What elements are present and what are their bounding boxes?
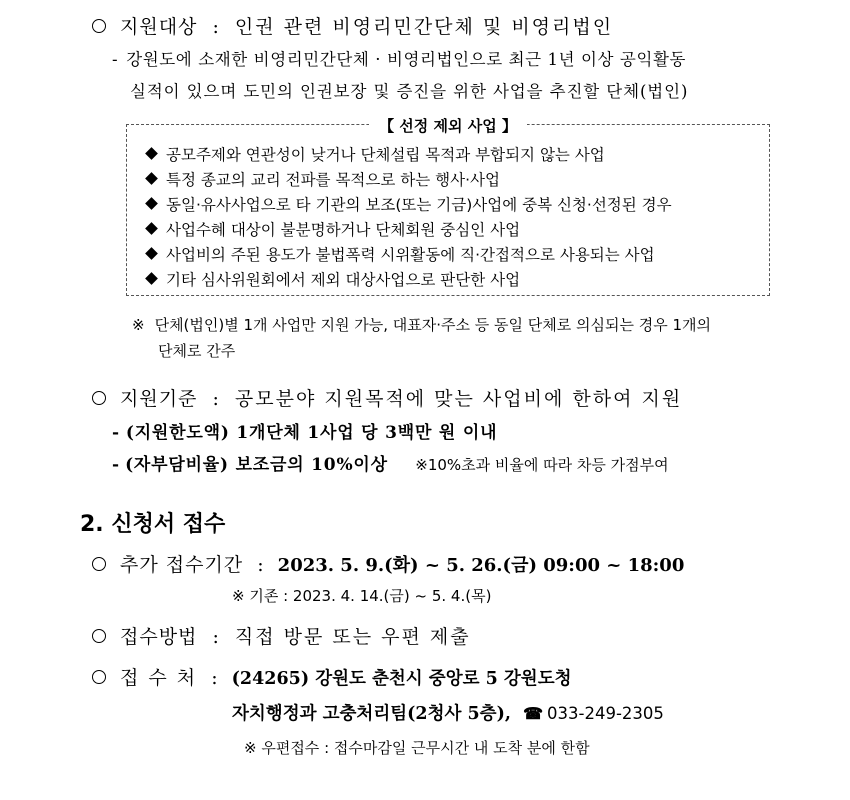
section-heading: 2. 신청서 접수: [80, 512, 226, 537]
method-colon: :: [212, 626, 220, 648]
phone-icon: ☎: [523, 704, 543, 723]
diamond-bullet-icon: [145, 222, 158, 235]
place-colon: :: [211, 667, 218, 689]
circle-bullet-icon: [92, 670, 106, 684]
target-desc-line1: - 강원도에 소재한 비영리민간단체 · 비영리법인으로 최근 1년 이상 공익활동: [112, 50, 687, 69]
place-label: 접 수 처: [120, 667, 198, 689]
exclusion-box-title: 【 선정 제외 사업 】: [127, 115, 769, 136]
criteria-text: 공모분야 지원목적에 맞는 사업비에 한하여 지원: [234, 388, 683, 410]
target-colon: :: [212, 16, 220, 38]
dash-mark: -: [112, 50, 119, 69]
method-row: [92, 622, 471, 649]
self-burden-note: ※10%초과 비율에 따라 차등 가점부여: [415, 456, 669, 474]
single-project-note: ※ 단체(법인)별 1개 사업만 지원 가능, 대표자·주소 등 동일 단체로 의심되는 경우 1개의: [132, 316, 712, 334]
diamond-bullet-icon: [145, 147, 158, 160]
criteria-label: 지원기준: [120, 388, 198, 410]
place-line2: 자치행정과 고충처리팀(2청사 5층), ☎ 033-249-2305: [232, 704, 664, 724]
period-colon: :: [257, 554, 264, 576]
place-line1: (24265) 강원도 춘천시 중앙로 5 강원도청: [231, 669, 572, 689]
diamond-bullet-icon: [145, 197, 158, 210]
exclusion-item: 사업비의 주된 용도가 불법폭력 시위활동에 직·간접적으로 사용되는 사업: [147, 243, 655, 265]
circle-bullet-icon: [92, 629, 106, 643]
exclusion-item: 공모주제와 연관성이 낮거나 단체설립 목적과 부합되지 않는 사업: [147, 143, 605, 165]
exclusion-item: 동일·유사사업으로 타 기관의 보조(또는 기금)사업에 중복 신청·선정된 경우: [147, 193, 672, 215]
target-row: [92, 12, 613, 39]
note-mark: ※: [132, 316, 145, 334]
mail-note: ※ 우편접수 : 접수마감일 근무시간 내 도착 분에 한함: [244, 739, 590, 757]
target-text: 인권 관련 비영리민간단체 및 비영리법인: [234, 16, 614, 38]
single-project-note-line2: 단체로 간주: [158, 342, 236, 360]
period-label: 추가 접수기간: [120, 554, 244, 576]
target-desc-line2: 실적이 있으며 도민의 인권보장 및 증진을 위한 사업을 추진할 단체(법인): [130, 82, 689, 101]
criteria-colon: :: [212, 388, 220, 410]
phone-number: 033-249-2305: [547, 704, 664, 723]
exclusion-item: 기타 심사위원회에서 제외 대상사업으로 판단한 사업: [147, 268, 520, 290]
circle-bullet-icon: [92, 557, 106, 571]
method-text: 직접 방문 또는 우편 제출: [234, 626, 471, 648]
period-text: 2023. 5. 9.(화) ~ 5. 26.(금) 09:00 ~ 18:00: [277, 555, 685, 576]
circle-bullet-icon: [92, 19, 106, 33]
circle-bullet-icon: [92, 391, 106, 405]
exclusion-item: 사업수혜 대상이 불분명하거나 단체회원 중심인 사업: [147, 218, 520, 240]
period-row: [92, 550, 684, 577]
target-label: 지원대상: [120, 16, 198, 38]
exclusion-box: [126, 117, 770, 296]
diamond-bullet-icon: [145, 172, 158, 185]
diamond-bullet-icon: [145, 247, 158, 260]
exclusion-item: 특정 종교의 교리 전파를 목적으로 하는 행사·사업: [147, 168, 500, 190]
self-burden-row: - (자부담비율) 보조금의 10%이상 ※10%초과 비율에 따라 차등 가점부여: [112, 455, 669, 475]
support-limit-row: - (지원한도액) 1개단체 1사업 당 3백만 원 이내: [112, 423, 498, 443]
place-row: [92, 663, 572, 690]
diamond-bullet-icon: [145, 272, 158, 285]
method-label: 접수방법: [120, 626, 198, 648]
criteria-row: [92, 384, 682, 411]
original-period-note: ※ 기존 : 2023. 4. 14.(금) ~ 5. 4.(목): [232, 587, 492, 605]
